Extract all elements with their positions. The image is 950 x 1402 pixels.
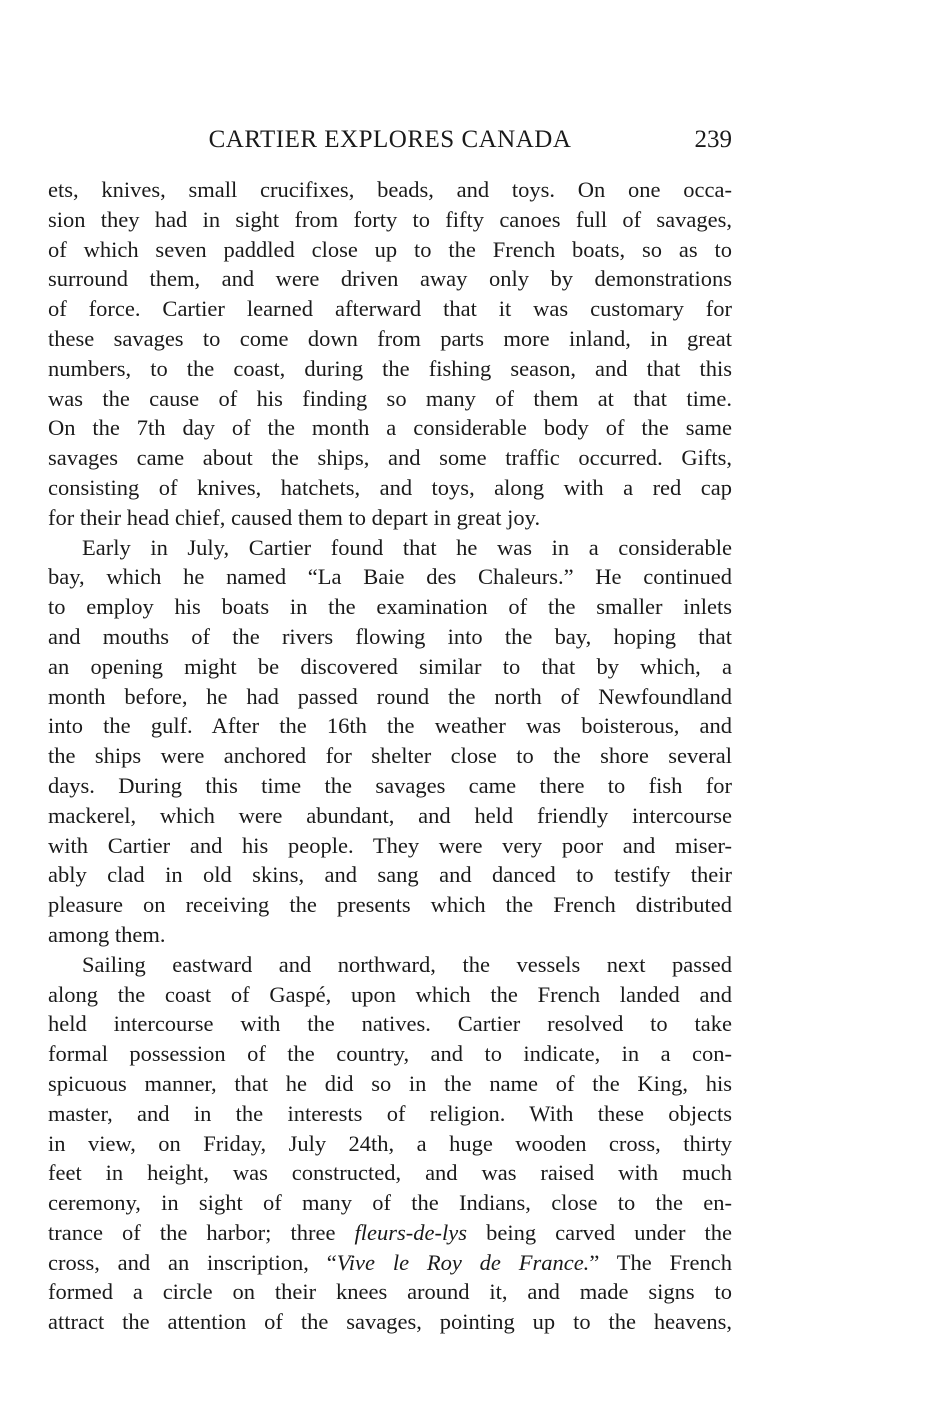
text-line: ceremony, in sight of many of the Indians, close to the en- [48,1190,732,1216]
text-line: master, and in the interests of religion. With these objects [48,1100,732,1126]
text-line: savages came about the ships, and some traffic occurred. Gifts, [48,445,732,471]
text-line: for their head chief, caused them to depart in great joy. [48,504,541,530]
text-line: of which seven paddled close up to the French boats, so as to [48,236,732,262]
page-number: 239 [694,126,732,153]
running-head [48,122,732,158]
italic-inscription: Vive le Roy de France. [336,1249,590,1275]
text-line: among them. [48,921,166,947]
paragraph-3 [48,950,732,1337]
text-line: feet in height, was constructed, and was raised with much [48,1160,732,1186]
text-line: formed a circle on their knees around it, and made signs to [48,1279,732,1305]
text-line: mackerel, which were abundant, and held friendly intercourse [48,802,732,828]
text-line: days. During this time the savages came there to fish for [48,772,732,798]
text-line: of force. Cartier learned afterward that it was customary for [48,296,732,322]
text-line: pleasure on receiving the presents which the French distributed [48,892,732,918]
text-line: surround them, and were driven away only by demonstrations [48,266,732,292]
text-line: into the gulf. After the 16th the weather was boisterous, and [48,713,732,739]
text-line: bay, which he named “La Baie des Chaleurs.” He continued [48,564,732,590]
text-segment: being carved under the [486,1219,733,1245]
body-text [48,175,732,1337]
text-line: attract the attention of the savages, pointing up to the heavens, [48,1309,732,1335]
text-line: along the coast of Gaspé, upon which the French landed and [48,981,732,1007]
text-segment: ” The French [589,1249,732,1275]
text-line: numbers, to the coast, during the fishing season, and that this [48,355,732,381]
paragraph-1 [48,175,732,533]
text-line-with-italic [48,1248,732,1278]
text-line: an opening might be discovered similar to that by which, a [48,653,732,679]
text-line: On the 7th day of the month a considerable body of the same [48,415,732,441]
text-line-with-italic [48,1218,732,1248]
text-segment: trance of the harbor; three [48,1219,336,1245]
text-line: and mouths of the rivers flowing into the bay, hoping that [48,623,732,649]
text-line: with Cartier and his people. They were very poor and miser- [48,832,732,858]
text-line: held intercourse with the natives. Cartier resolved to take [48,1011,732,1037]
text-line: ets, knives, small crucifixes, beads, and toys. On one occa- [48,177,732,202]
text-line: Sailing eastward and northward, the vessels next passed [82,951,732,977]
text-segment: cross, and an inscription, “ [48,1249,337,1275]
text-line: these savages to come down from parts more inland, in great [48,325,732,351]
text-line: month before, he had passed round the north of Newfoundland [48,683,732,709]
text-line: spicuous manner, that he did so in the name of the King, his [48,1070,732,1096]
italic-phrase: fleurs-de-lys [354,1219,468,1245]
text-line: sion they had in sight from forty to fifty canoes full of savages, [48,206,732,232]
text-line: in view, on Friday, July 24th, a huge wooden cross, thirty [48,1130,732,1156]
paragraph-2 [48,533,732,950]
text-line: ably clad in old skins, and sang and danced to testify their [48,862,732,888]
text-line: was the cause of his finding so many of them at that time. [48,385,732,411]
running-title: CARTIER EXPLORES CANADA [208,126,572,153]
text-line: consisting of knives, hatchets, and toys, along with a red cap [48,474,732,500]
text-line: Early in July, Cartier found that he was in a considerable [82,534,732,560]
text-line: to employ his boats in the examination of the smaller inlets [48,594,732,620]
text-line: the ships were anchored for shelter close to the shore several [48,743,732,769]
text-line: formal possession of the country, and to indicate, in a con- [48,1041,732,1067]
